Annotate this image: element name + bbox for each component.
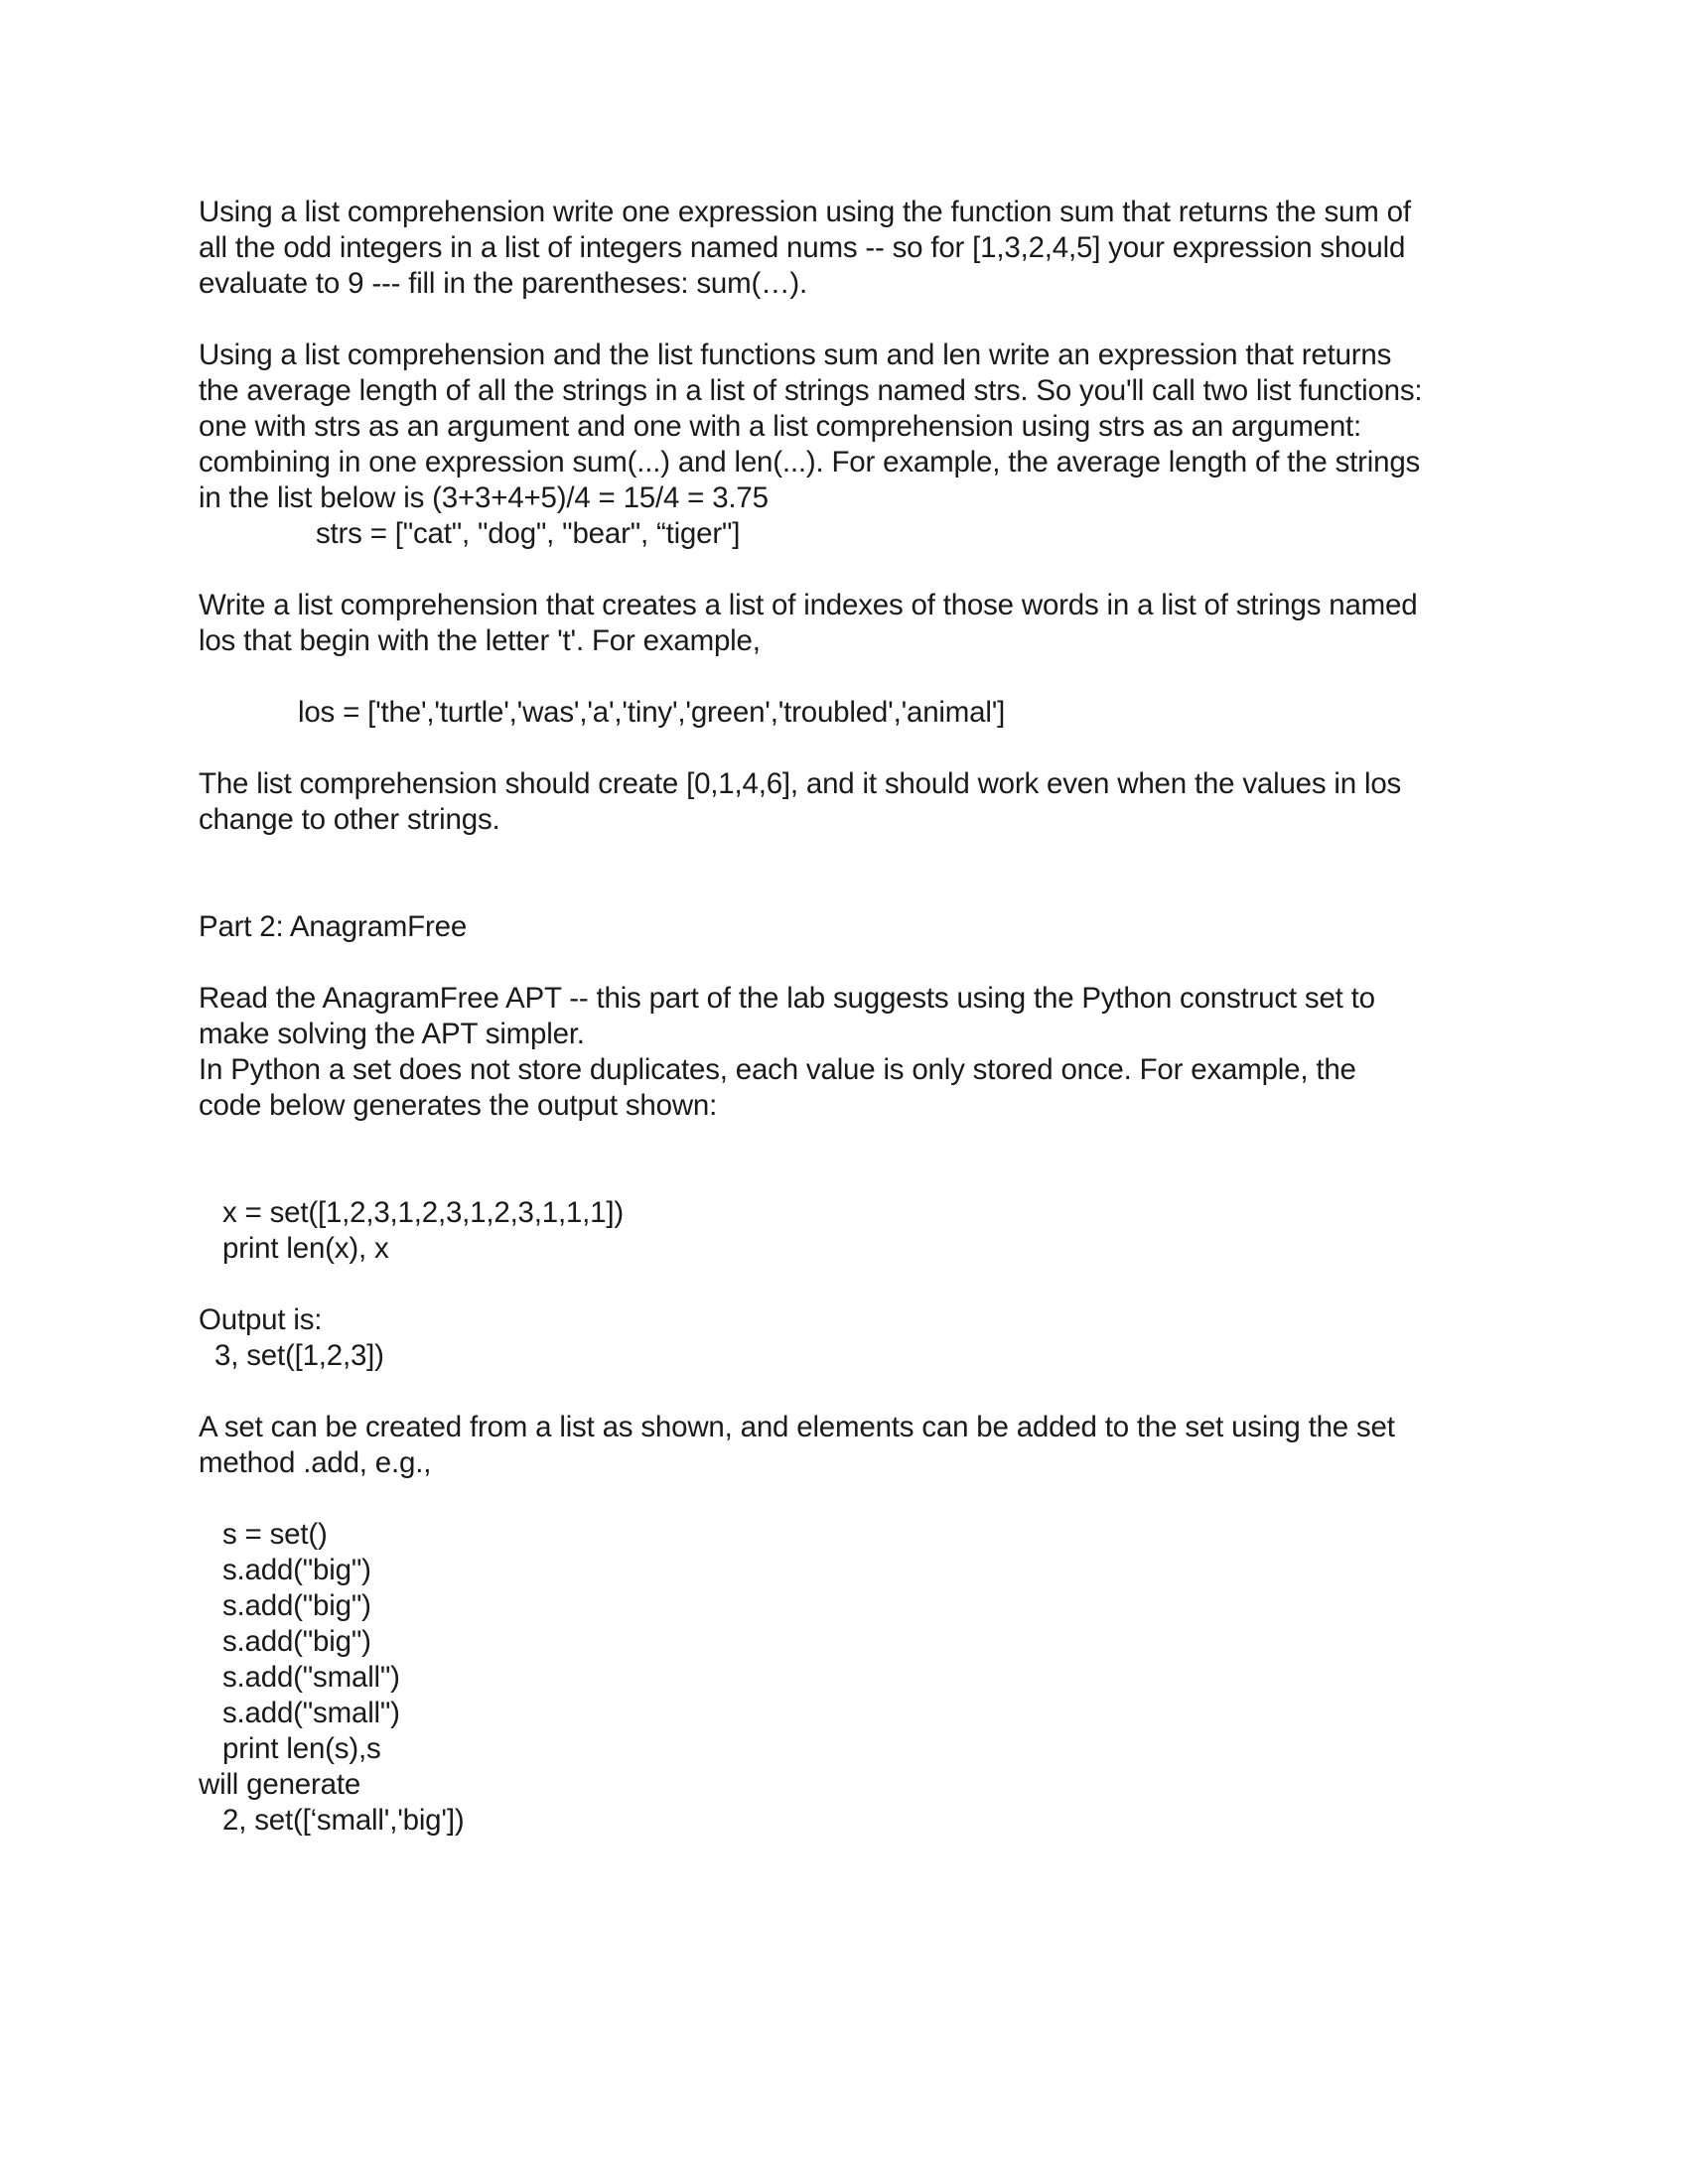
output-label: Output is: bbox=[199, 1303, 323, 1336]
part2-para1-line-2: make solving the APT simpler. bbox=[199, 1018, 585, 1050]
code1-line-1: x = set([1,2,3,1,2,3,1,2,3,1,1,1]) bbox=[222, 1196, 624, 1229]
q2-line-3: one with strs as an argument and one with a list comprehension using strs as an argument: bbox=[199, 410, 1362, 443]
q2-line-2: the average length of all the strings in a list of strings named strs. So you'll call two list functions: bbox=[199, 374, 1423, 407]
q3-line-1: Write a list comprehension that creates a list of indexes of those words in a list of strings named bbox=[199, 589, 1418, 621]
q2-line-5: in the list below is (3+3+4+5)/4 = 15/4 = 3.75 bbox=[199, 481, 769, 514]
part2-para1-line-1: Read the AnagramFree APT -- this part of the lab suggests using the Python construct set to bbox=[199, 982, 1375, 1015]
code2-line: print len(s),s bbox=[222, 1732, 381, 1765]
part2-para1-line-3: In Python a set does not store duplicates, each value is only stored once. For example, the bbox=[199, 1053, 1356, 1086]
q2-code: strs = ["cat", "dog", "bear", “tiger"] bbox=[316, 517, 741, 550]
part2-heading: Part 2: AnagramFree bbox=[199, 910, 468, 943]
part2-para1-line-4: code below generates the output shown: bbox=[199, 1089, 718, 1122]
part2-para2-line-2: method .add, e.g., bbox=[199, 1446, 432, 1479]
q2-line-1: Using a list comprehension and the list functions sum and len write an expression that returns bbox=[199, 339, 1392, 371]
code2-line: s.add("small") bbox=[222, 1697, 400, 1729]
code1-line-2: print len(x), x bbox=[222, 1232, 389, 1265]
q1-line-3: evaluate to 9 --- fill in the parentheses: sum(…). bbox=[199, 267, 808, 300]
generate-value: 2, set([‘small','big']) bbox=[222, 1804, 465, 1837]
generate-label: will generate bbox=[199, 1768, 361, 1801]
q1-line-2: all the odd integers in a list of integers named nums -- so for [1,3,2,4,5] your expression should bbox=[199, 231, 1406, 264]
q3-code: los = ['the','turtle','was','a','tiny','green','troubled','animal'] bbox=[298, 696, 1006, 729]
code2-line: s.add("small") bbox=[222, 1661, 400, 1694]
q2-line-4: combining in one expression sum(...) and len(...). For example, the average length of the strings bbox=[199, 446, 1421, 478]
q3-line-3: The list comprehension should create [0,1,4,6], and it should work even when the values in los bbox=[199, 767, 1402, 800]
q3-line-4: change to other strings. bbox=[199, 803, 500, 836]
part2-para2-line-1: A set can be created from a list as shown, and elements can be added to the set using the set bbox=[199, 1411, 1395, 1443]
code2-line: s.add("big") bbox=[222, 1625, 371, 1658]
document-body bbox=[199, 195, 1509, 1839]
q3-line-2: los that begin with the letter 't'. For example, bbox=[199, 624, 761, 657]
code2-line: s = set() bbox=[222, 1518, 328, 1551]
code2-line: s.add("big") bbox=[222, 1589, 371, 1622]
output-value: 3, set([1,2,3]) bbox=[214, 1339, 384, 1372]
code2-line: s.add("big") bbox=[222, 1554, 371, 1586]
q1-line-1: Using a list comprehension write one expression using the function sum that returns the sum of bbox=[199, 196, 1411, 228]
